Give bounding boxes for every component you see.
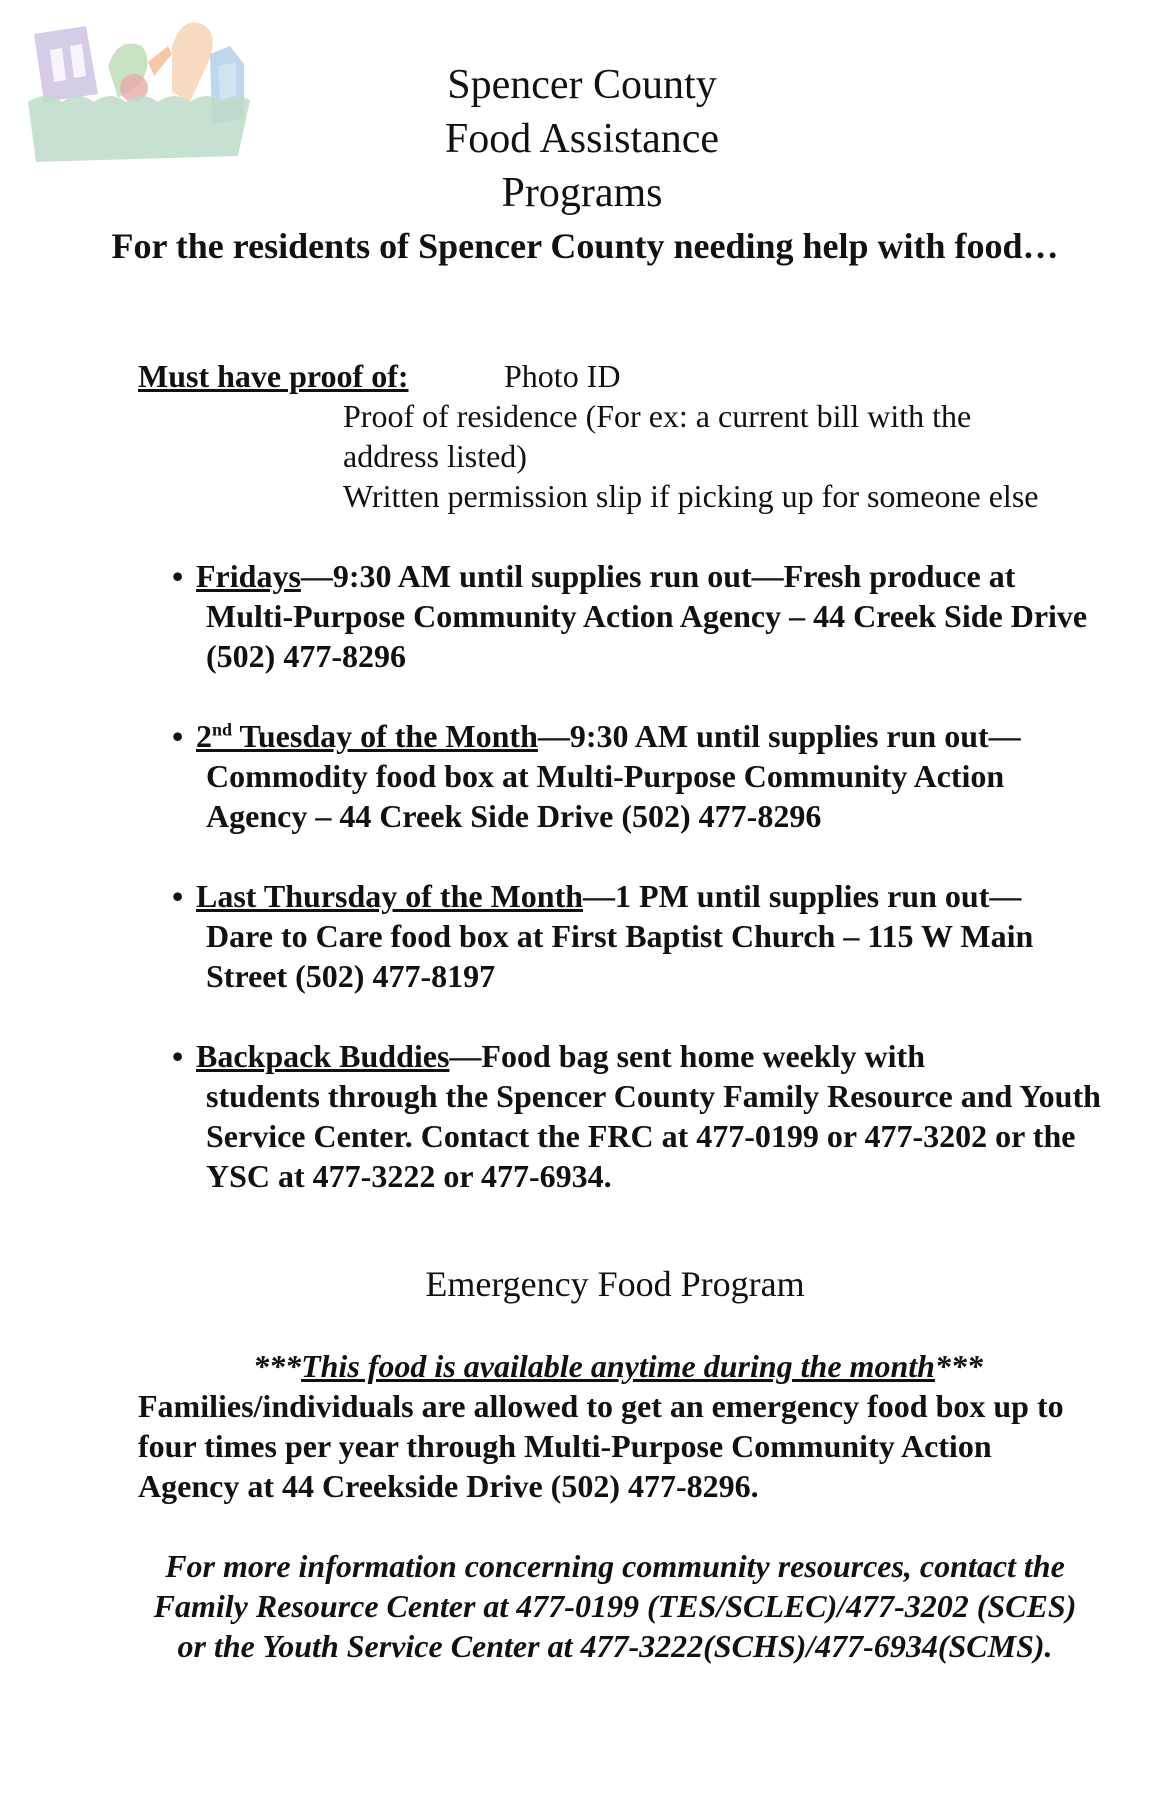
bullet-icon: • bbox=[172, 558, 184, 594]
emergency-section bbox=[138, 1346, 1098, 1506]
bullet-icon: • bbox=[172, 718, 184, 754]
title-line: Programs bbox=[501, 170, 663, 216]
program-name: Backpack Buddies bbox=[196, 1038, 450, 1074]
title-line: Spencer County bbox=[447, 62, 717, 108]
program-name-sup: nd bbox=[212, 719, 233, 740]
list-item bbox=[172, 556, 1102, 676]
program-detail: Multi-Purpose Community Action Agency – 44 Creek Side Drive (502) 477-8296 bbox=[206, 598, 1088, 674]
program-detail: Dare to Care food box at First Baptist Church – 115 W Main Street (502) 477-8197 bbox=[206, 918, 1034, 994]
program-name-prefix: 2 bbox=[196, 718, 212, 754]
program-detail: students through the Spencer County Family Resource and Youth Service Center. Contact the FRC at 477-0199 or 477-3202 or the YSC at 477-3222 or 477-6934. bbox=[206, 1078, 1101, 1194]
more-info bbox=[150, 1546, 1080, 1666]
proof-item: Proof of residence (For ex: a current bill with the address listed) bbox=[343, 398, 972, 474]
groceries-logo bbox=[22, 6, 266, 182]
list-item bbox=[172, 876, 1102, 996]
emergency-body-text: Families/individuals are allowed to get an emergency food box up to four times per year through Multi-Purpose Community Action Agency at 44 Creekside Drive (502) 477-8296. bbox=[138, 1388, 1064, 1504]
availability-note bbox=[138, 1346, 1098, 1386]
proof-item: Photo ID bbox=[504, 358, 621, 394]
avail-text: This food is available anytime during the month bbox=[301, 1348, 935, 1384]
proof-label: Must have proof of: bbox=[138, 358, 409, 394]
bullet-icon: • bbox=[172, 878, 184, 914]
program-name: Fridays bbox=[196, 558, 301, 594]
list-item bbox=[172, 716, 1102, 836]
groceries-bag-icon bbox=[22, 6, 266, 182]
subtitle: For the residents of Spencer County needing help with food… bbox=[111, 226, 1059, 266]
proof-item: Written permission slip if picking up for someone else bbox=[343, 478, 1039, 514]
program-detail: —Food bag sent home weekly with bbox=[449, 1038, 925, 1074]
page-title bbox=[250, 58, 914, 220]
program-list bbox=[172, 556, 1102, 1236]
emergency-heading: Emergency Food Program bbox=[425, 1264, 805, 1304]
program-detail: —9:30 AM until supplies run out— bbox=[537, 718, 1021, 754]
avail-prefix: *** bbox=[253, 1348, 302, 1384]
program-name: Last Thursday of the Month bbox=[196, 878, 584, 914]
program-name bbox=[196, 718, 538, 754]
bullet-icon: • bbox=[172, 1038, 184, 1074]
program-name-text: Tuesday of the Month bbox=[232, 718, 538, 754]
title-line: Food Assistance bbox=[444, 116, 720, 162]
list-item bbox=[172, 1036, 1102, 1196]
more-info-line: Family Resource Center at 477-0199 (TES/SCLEC)/477-3202 (SCES) or the Youth Service Center at 477-3222(SCHS)/477-6934(SCMS). bbox=[153, 1588, 1077, 1664]
program-detail: —1 PM until supplies run out— bbox=[583, 878, 1022, 914]
more-info-line: For more information concerning community resources, contact the bbox=[165, 1548, 1065, 1584]
program-detail: —9:30 AM until supplies run out—Fresh produce at bbox=[300, 558, 1016, 594]
program-detail: Commodity food box at Multi-Purpose Community Action Agency – 44 Creek Side Drive (502) 477-8296 bbox=[206, 758, 1005, 834]
avail-suffix: *** bbox=[934, 1348, 983, 1384]
